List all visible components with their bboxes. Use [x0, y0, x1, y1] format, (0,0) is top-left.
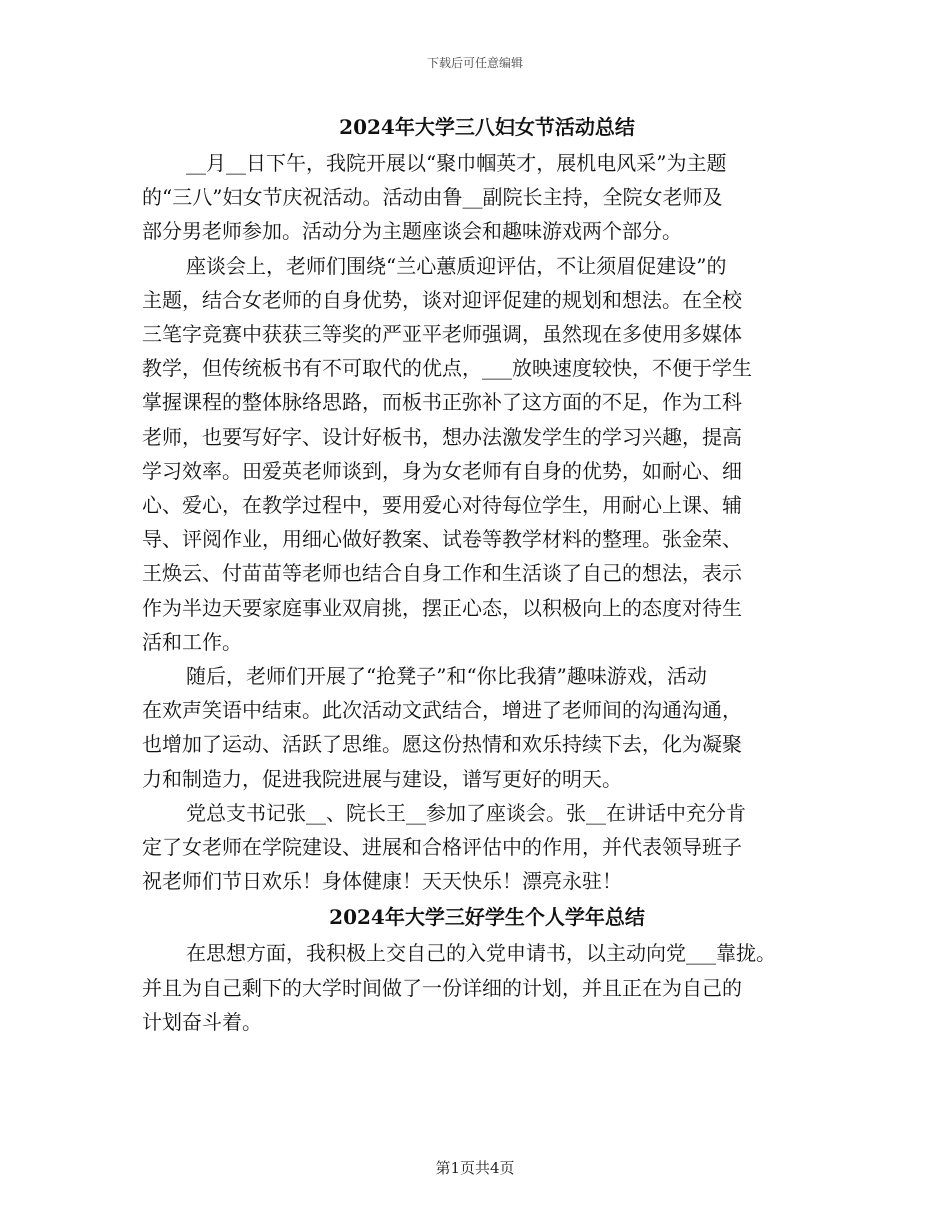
text-line: 学习效率。田爱英老师谈到，身为女老师有自身的优势，如耐心、细: [142, 458, 742, 483]
text-line: 导、评阅作业，用细心做好教案、试卷等教学材料的整理。张金荣、: [142, 527, 742, 552]
text-line: 心、爱心，在教学过程中，要用爱心对待每位学生，用耐心上课、辅: [142, 493, 742, 518]
doc2-title: 2024年大学三好学生个人学年总结: [329, 905, 645, 930]
text-line: 定了女老师在学院建设、进展和合格评估中的作用，并代表领导班子: [142, 835, 742, 860]
doc1-title: 2024年大学三八妇女节活动总结: [339, 115, 635, 139]
text-line: 教学，但传统板书有不可取代的优点，___放映速度较快，不便于学生: [142, 356, 752, 381]
text-line: 的“三八”妇女节庆祝活动。活动由鲁__副院长主持，全院女老师及: [142, 185, 723, 210]
text-line: 三笔字竞赛中获获三等奖的严亚平老师强调，虽然现在多使用多媒体: [142, 322, 742, 347]
text-line: 力和制造力，促进我院进展与建设，谱写更好的明天。: [142, 766, 622, 791]
text-line: 主题，结合女老师的自身优势，谈对迎评促建的规划和想法。在全校: [142, 287, 742, 312]
text-line: 掌握课程的整体脉络思路，而板书正弥补了这方面的不足，作为工科: [142, 390, 742, 415]
text-line: 并且为自己剩下的大学时间做了一份详细的计划，并且正在为自己的: [142, 975, 742, 1000]
text-line: 老师，也要写好字、设计好板书，想办法激发学生的学习兴趣，提高: [142, 424, 742, 449]
text-line: 祝老师们节日欢乐！身体健康！天天快乐！漂亮永驻！: [142, 869, 622, 894]
text-line: 作为半边天要家庭事业双肩挑，摆正心态，以积极向上的态度对待生: [142, 595, 742, 620]
doc1-paragraph-2: [142, 249, 822, 659]
text-line: 党总支书记张__、院长王__参加了座谈会。张__在讲话中充分肯: [186, 800, 746, 825]
header-note: 下载后可任意编辑: [426, 56, 523, 70]
doc1-paragraph-1: [142, 146, 822, 249]
page-footer: 第1页共4页: [435, 1159, 515, 1177]
text-line: 部分男老师参加。活动分为主题座谈会和趣味游戏两个部分。: [142, 219, 682, 244]
text-line: 在思想方面，我积极上交自己的入党申请书，以主动向党___靠拢。: [186, 941, 776, 966]
text-line: 在欢声笑语中结束。此次活动文武结合，增进了老师间的沟通沟通，: [142, 698, 742, 723]
text-line: 座谈会上，老师们围绕“兰心蕙质迎评估，不让须眉促建设”的: [186, 253, 727, 278]
text-line: 活和工作。: [142, 629, 242, 654]
doc2-paragraph-1: [142, 936, 822, 1039]
doc1-paragraph-3: [142, 659, 822, 796]
text-line: __月__日下午，我院开展以“聚巾帼英才，展机电风采”为主题: [186, 151, 727, 175]
text-line: 王焕云、付苗苗等老师也结合自身工作和生活谈了自己的想法，表示: [142, 561, 742, 586]
text-line: 也增加了运动、活跃了思维。愿这份热情和欢乐持续下去，化为凝聚: [142, 732, 742, 757]
text-line: 计划奋斗着。: [142, 1009, 262, 1034]
doc1-paragraph-4: [142, 796, 822, 899]
text-line: 随后，老师们开展了“抢凳子”和“你比我猜”趣味游戏，活动: [186, 664, 707, 689]
document-body: [142, 110, 822, 1039]
